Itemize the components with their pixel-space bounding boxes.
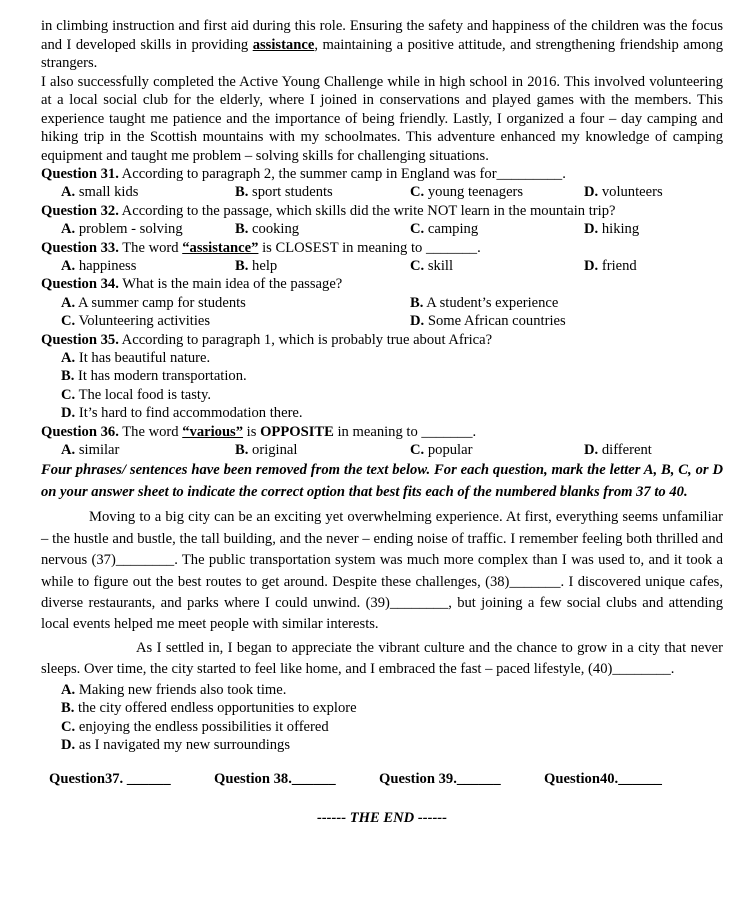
passage-paragraph-1: Moving to a big city can be an exciting yet overwhelming experience. At first, everything seems unfamiliar – the hustle and bustle, the tall building, and the never – ending noise of traffic. I remember feeling both thrilled and nervous (37)________. The public transportation system was much more complex than I was used to, and it took a while to figure out the best routes to get around. Despite these challenges, (38)_______. I discovered unique cafes, diverse restaurants, and parks where I could unwind. (39)________, but joining a few social clubs and attending local events helped me meet people with similar interests. [41, 509, 723, 633]
question-31: Question 31. According to paragraph 2, the summer camp in England was for_________. [41, 166, 566, 182]
answer-39[interactable]: Question 39.______ [379, 770, 501, 787]
question-35-option-c[interactable]: C. The local food is tasty. [61, 386, 211, 403]
option-a[interactable]: A. problem - solving [61, 221, 183, 238]
question-33: Question 33. The word “assistance” is CLOSEST in meaning to _______. [41, 239, 481, 256]
option-d[interactable]: D. friend [584, 258, 637, 274]
question-34-options-cd [41, 312, 723, 330]
option-a[interactable]: A. small kids [61, 184, 139, 201]
choice-b[interactable]: B. the city offered endless opportunities to explore [61, 700, 357, 717]
question-32: Question 32. According to the passage, which skills did the write NOT learn in the mountain trip? [41, 202, 616, 219]
various-quoted-word: “various” [182, 423, 244, 440]
choice-c[interactable]: C. enjoying the endless possibilities it offered [61, 718, 329, 735]
option-c[interactable]: C. young teenagers [410, 184, 524, 201]
answer-38[interactable]: Question 38.______ [214, 770, 336, 787]
question-34: Question 34. What is the main idea of the passage? [41, 276, 343, 293]
assistance-word: assistance [252, 36, 315, 53]
choice-a[interactable]: A. Making new friends also took time. [61, 681, 287, 698]
option-a[interactable]: A. A summer camp for students [61, 294, 246, 311]
exam-page [41, 17, 723, 827]
option-c[interactable]: C. Volunteering activities [61, 313, 211, 330]
option-c[interactable]: C. popular [410, 441, 473, 458]
answer-row [41, 771, 723, 793]
question-35-option-b[interactable]: B. It has modern transportation. [61, 368, 247, 385]
option-b[interactable]: B. help [235, 258, 278, 274]
question-35: Question 35. According to paragraph 1, which is probably true about Africa? [41, 331, 493, 348]
the-end-footer: ------ THE END ------ [316, 809, 448, 826]
answer-40[interactable]: Question40.______ [544, 770, 662, 787]
question-36: Question 36. The word “various” is OPPOSITE in meaning to _______. [41, 423, 477, 440]
option-d[interactable]: D. Some African countries [410, 313, 566, 330]
option-a[interactable]: A. happiness [61, 258, 137, 274]
intro-paragraph-2: I also successfully completed the Active Young Challenge while in high school in 2016. This involved volunteering at a local social club for the elderly, where I joined in conservations and played games with the members. This experience taught me patience and the importance of being friendly. Lastly, I organized a four – day camping and hiking trip in the Scottish mountains with my schoolmates. This adventure enhanced my knowledge of camping equipment and taught me problem – solving skills for challenging situations. [41, 73, 723, 164]
option-b[interactable]: B. cooking [235, 221, 300, 238]
option-d[interactable]: D. hiking [584, 221, 640, 238]
question-34-options-ab [41, 294, 723, 312]
option-b[interactable]: B. original [235, 441, 298, 458]
assistance-quoted-word: “assistance” [182, 239, 259, 256]
intro-paragraph-1: in climbing instruction and first aid during this role. Ensuring the safety and happiness of the children was the focus and I developed skills in providing assistance, maintaining a positive attitude, and strengthening friendship among strangers. [41, 18, 723, 71]
answer-37[interactable]: Question37. ______ [49, 770, 171, 787]
question-35-option-d[interactable]: D. It’s hard to find accommodation there. [61, 405, 303, 422]
option-b[interactable]: B. sport students [235, 184, 333, 201]
option-b[interactable]: B. A student’s experience [410, 294, 559, 311]
section-instruction: Four phrases/ sentences have been removed from the text below. For each question, mark the letter A, B, C, or D on your answer sheet to indicate the correct option that best fits each of the numbered blanks from 37 to 40. [41, 462, 723, 501]
option-c[interactable]: C. camping [410, 221, 479, 238]
option-d[interactable]: D. different [584, 441, 652, 458]
question-36-options [41, 441, 723, 459]
option-c[interactable]: C. skill [410, 258, 453, 274]
option-d[interactable]: D. volunteers [584, 184, 663, 201]
question-31-options [41, 183, 723, 201]
question-33-options [41, 257, 723, 275]
question-32-options [41, 220, 723, 238]
question-35-option-a[interactable]: A. It has beautiful nature. [61, 349, 211, 366]
option-a[interactable]: A. similar [61, 441, 120, 458]
passage-paragraph-2: As I settled in, I began to appreciate the vibrant culture and the chance to grow in a city that never sleeps. Over time, the city started to feel like home, and I embraced the fast – paced lifestyle, (40)________. [41, 639, 723, 678]
choice-d[interactable]: D. as I navigated my new surroundings [61, 737, 291, 754]
